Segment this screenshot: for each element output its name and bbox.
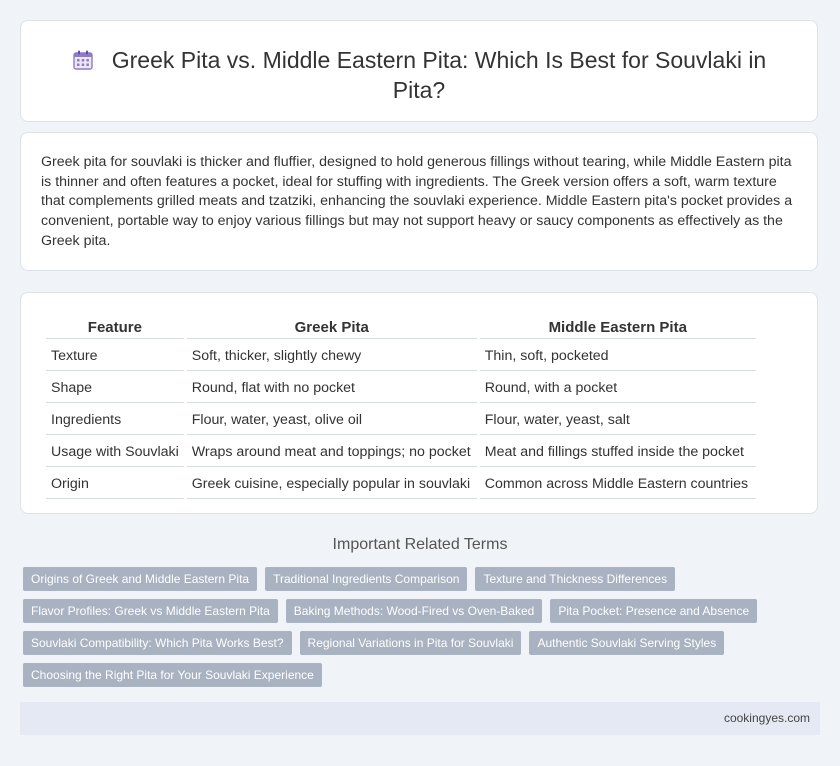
table-row (46, 437, 756, 467)
related-terms-list (23, 567, 783, 687)
footer-site-link[interactable]: cookingyes.com (723, 711, 810, 725)
table-row (46, 373, 756, 403)
cell-greek: Round, flat with no pocket (187, 373, 477, 403)
related-terms-heading: Important Related Terms (332, 536, 508, 553)
title-wrap (21, 45, 817, 105)
table-row (46, 341, 756, 371)
calendar-icon (72, 49, 94, 71)
cell-middle-eastern: Common across Middle Eastern countries (480, 469, 756, 499)
table-row (46, 469, 756, 499)
related-term-tag[interactable]: Pita Pocket: Presence and Absence (550, 599, 757, 623)
cell-feature: Texture (46, 341, 184, 371)
related-term-tag[interactable]: Origins of Greek and Middle Eastern Pita (23, 567, 257, 591)
cell-middle-eastern: Meat and fillings stuffed inside the pocket (480, 437, 756, 467)
cell-feature: Ingredients (46, 405, 184, 435)
cell-middle-eastern: Flour, water, yeast, salt (480, 405, 756, 435)
page-title (51, 45, 787, 105)
related-term-tag[interactable]: Texture and Thickness Differences (475, 567, 675, 591)
related-term-tag[interactable]: Regional Variations in Pita for Souvlaki (300, 631, 522, 655)
cell-greek: Flour, water, yeast, olive oil (187, 405, 477, 435)
cell-feature: Origin (46, 469, 184, 499)
page-title-text: Greek Pita vs. Middle Eastern Pita: Which Is Best for Souvlaki in Pita? (111, 47, 767, 103)
cell-feature: Shape (46, 373, 184, 403)
table-header-row (46, 317, 756, 339)
related-term-tag[interactable]: Authentic Souvlaki Serving Styles (529, 631, 724, 655)
intro-paragraph: Greek pita for souvlaki is thicker and fluffier, designed to hold generous fillings without tearing, while Middle Eastern pita is thinner and often features a pocket, ideal for stuffing with ingredients. The Greek version offers a soft, warm texture that complements grilled meats and tzatziki, enhancing the souvlaki experience. Middle Eastern pita's pocket provides a convenient, portable way to enjoy various fillings but may not support heavy or saucy components as effectively as the Greek pita. (41, 154, 793, 249)
related-term-tag[interactable]: Souvlaki Compatibility: Which Pita Works Best? (23, 631, 292, 655)
related-term-tag[interactable]: Choosing the Right Pita for Your Souvlaki Experience (23, 663, 322, 687)
title-card (20, 20, 818, 122)
cell-middle-eastern: Round, with a pocket (480, 373, 756, 403)
related-term-tag[interactable]: Traditional Ingredients Comparison (265, 567, 467, 591)
comparison-card (20, 292, 818, 514)
cell-feature: Usage with Souvlaki (46, 437, 184, 467)
cell-middle-eastern: Thin, soft, pocketed (480, 341, 756, 371)
comparison-table (43, 315, 759, 501)
table-row (46, 405, 756, 435)
related-term-tag[interactable]: Baking Methods: Wood-Fired vs Oven-Baked (286, 599, 543, 623)
footer-bar (20, 702, 820, 735)
intro-card (20, 132, 818, 271)
header-middle-eastern-pita: Middle Eastern Pita (480, 317, 756, 339)
header-greek-pita: Greek Pita (187, 317, 477, 339)
header-feature: Feature (46, 317, 184, 339)
cell-greek: Soft, thicker, slightly chewy (187, 341, 477, 371)
related-term-tag[interactable]: Flavor Profiles: Greek vs Middle Eastern Pita (23, 599, 278, 623)
cell-greek: Greek cuisine, especially popular in souvlaki (187, 469, 477, 499)
cell-greek: Wraps around meat and toppings; no pocket (187, 437, 477, 467)
